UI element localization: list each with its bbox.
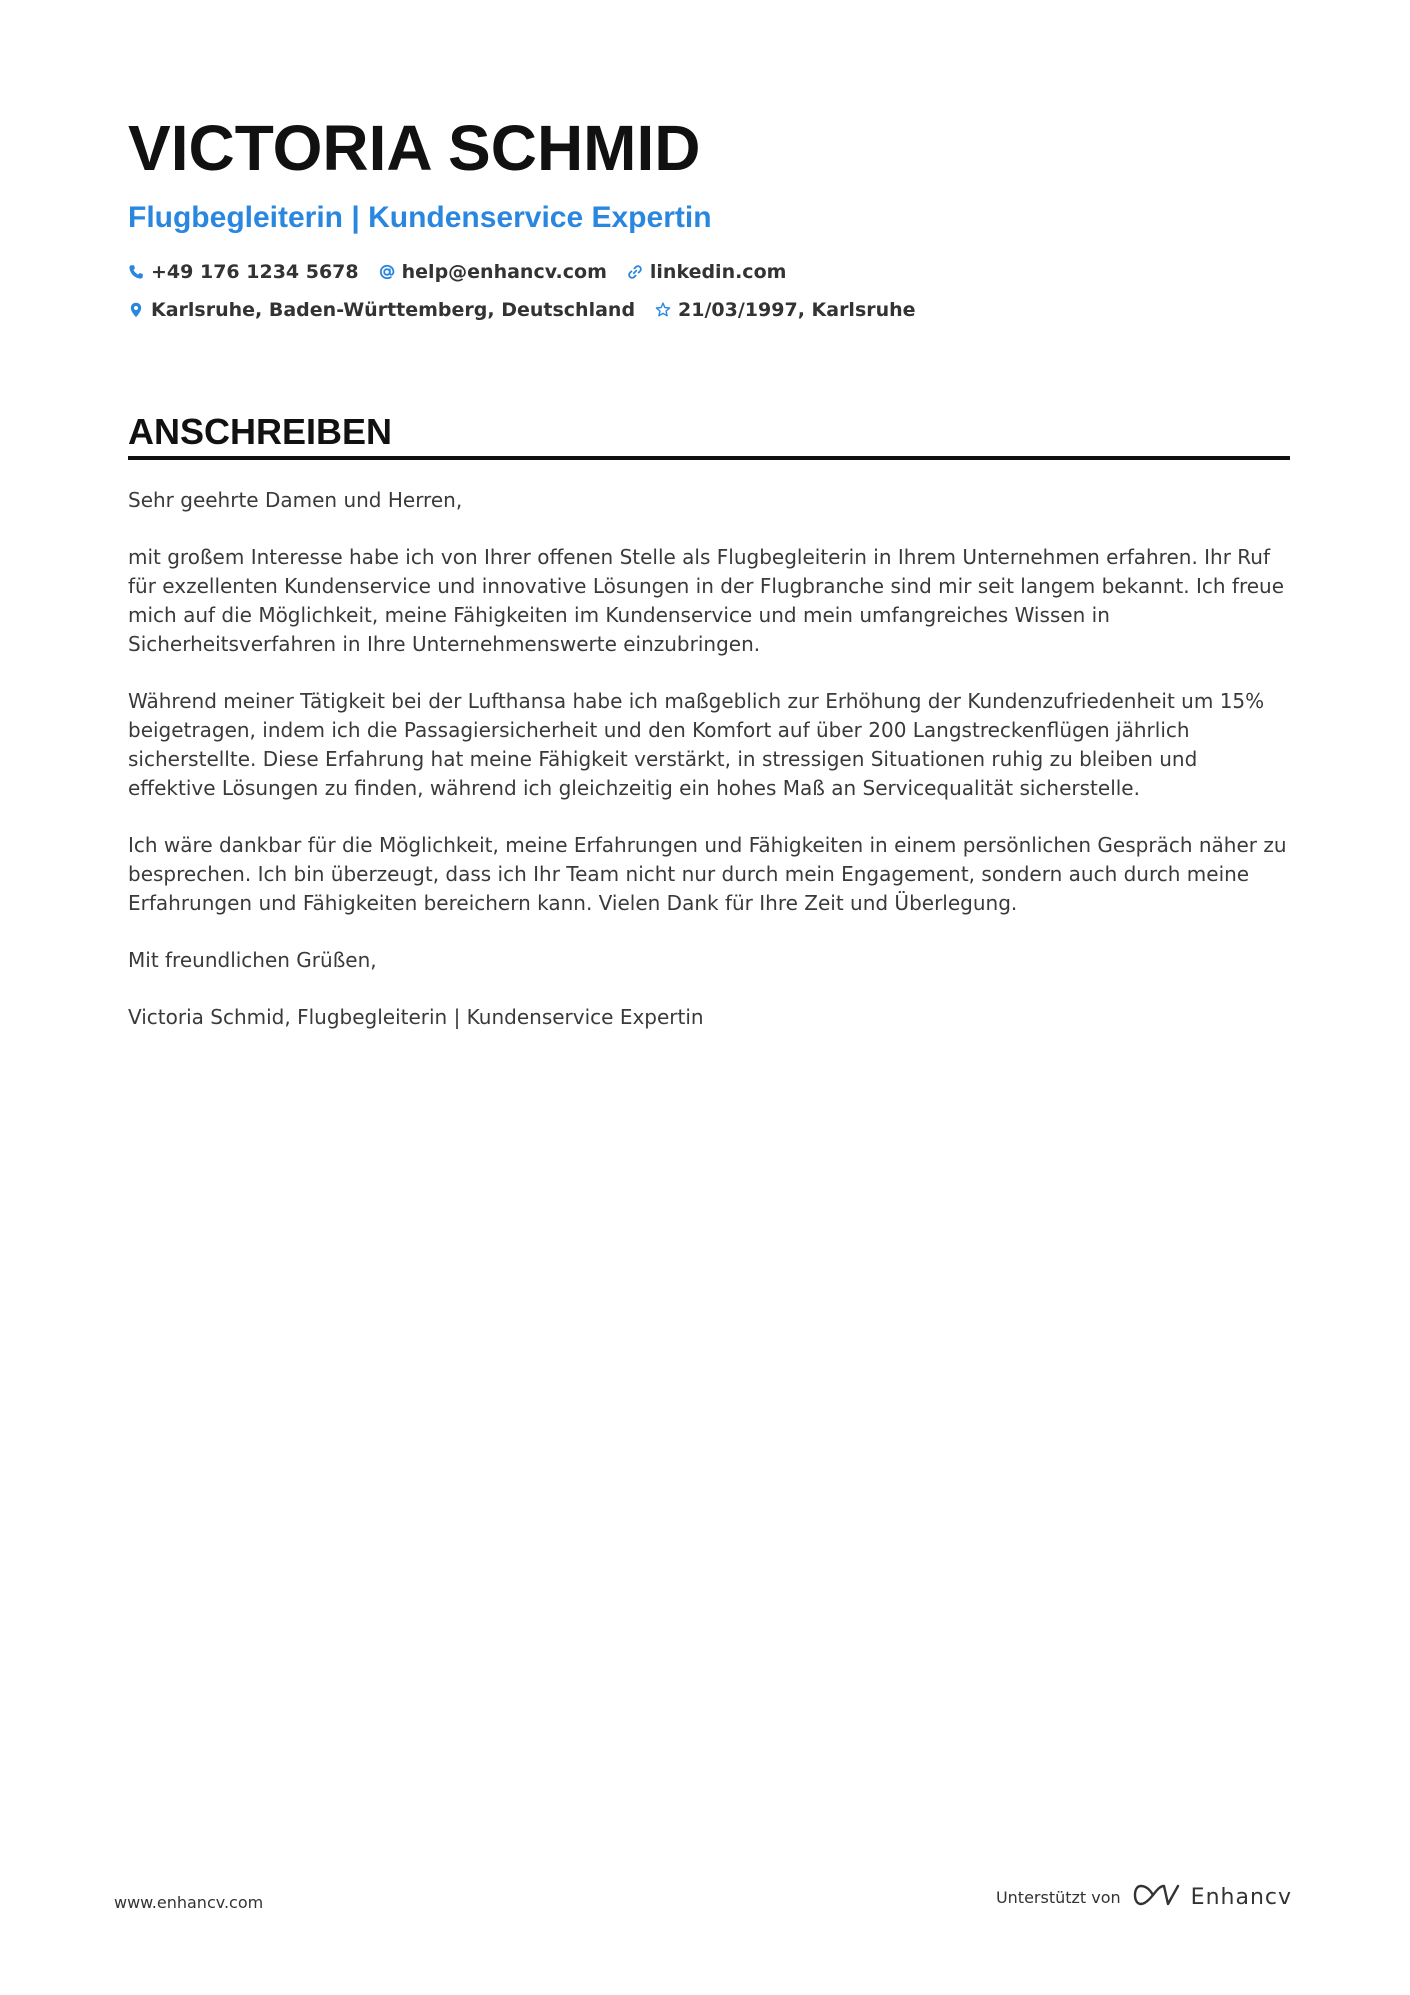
enhancv-logo-icon <box>1133 1880 1191 1914</box>
phone-text: +49 176 1234 5678 <box>151 261 359 283</box>
contact-birth <box>655 296 916 324</box>
letter-paragraph: Während meiner Tätigkeit bei der Lufthansa habe ich maßgeblich zur Erhöhung der Kundenzufriedenheit um 15% beigetragen, indem ich die Passagiersicherheit und den Komfort auf über 200 Langstreckenflügen jährlich sicherstellte. Diese Erfahrung hat meine Fähigkeit verstärkt, in stressigen Situationen ruhig zu bleiben und effektive Lösungen zu finden, während ich gleichzeitig ein hohes Maß an Servicequalität sicherstelle. <box>128 689 1265 800</box>
candidate-name: VICTORIA SCHMID <box>128 112 701 184</box>
at-icon <box>379 262 395 282</box>
powered-by-text: Unterstützt von <box>995 1887 1121 1907</box>
letter-body <box>128 486 1290 1032</box>
location-pin-icon <box>128 300 144 320</box>
section-title: ANSCHREIBEN <box>128 411 393 452</box>
contact-email[interactable] <box>379 258 607 286</box>
cover-letter-page <box>128 110 1290 1060</box>
footer-website[interactable]: www.enhancv.com <box>114 1893 264 1912</box>
contact-info <box>128 258 1288 324</box>
contact-location <box>128 296 635 324</box>
link-icon <box>627 262 643 282</box>
star-icon <box>655 300 671 320</box>
footer-branding <box>996 1880 1292 1914</box>
letter-paragraph: Ich wäre dankbar für die Möglichkeit, meine Erfahrungen und Fähigkeiten in einem persönlichen Gespräch näher zu besprechen. Ich bin überzeugt, dass ich Ihr Team nicht nur durch mein Engagement, sondern auch durch meine Erfahrungen und Fähigkeiten bereichern kann. Vielen Dank für Ihre Zeit und Überlegung. <box>128 833 1287 915</box>
letter-paragraph: mit großem Interesse habe ich von Ihrer offenen Stelle als Flugbegleiterin in Ihrem Unternehmen erfahren. Ihr Ruf für exzellenten Kundenservice und innovative Lösungen in der Flugbranche sind mir seit langem bekannt. Ich freue mich auf die Möglichkeit, meine Fähigkeiten im Kundenservice und mein umfangreiches Wissen in Sicherheitsverfahren in Ihre Unternehmenswerte einzubringen. <box>128 545 1285 656</box>
brand-name: Enhancv <box>1190 1884 1292 1910</box>
email-text: help@enhancv.com <box>401 261 607 283</box>
location-text: Karlsruhe, Baden-Württemberg, Deutschland <box>151 299 636 321</box>
phone-icon <box>128 262 144 282</box>
letter-salutation: Sehr geehrte Damen und Herren, <box>128 488 463 512</box>
section-divider <box>128 456 1290 460</box>
contact-linkedin[interactable] <box>627 258 787 286</box>
letter-signature: Victoria Schmid, Flugbegleiterin | Kundenservice Expertin <box>128 1005 704 1029</box>
contact-phone <box>128 258 359 286</box>
candidate-role: Flugbegleiterin | Kundenservice Expertin <box>128 201 712 234</box>
letter-closing: Mit freundlichen Grüßen, <box>128 948 377 972</box>
linkedin-text: linkedin.com <box>649 261 787 283</box>
birth-text: 21/03/1997, Karlsruhe <box>678 299 916 321</box>
